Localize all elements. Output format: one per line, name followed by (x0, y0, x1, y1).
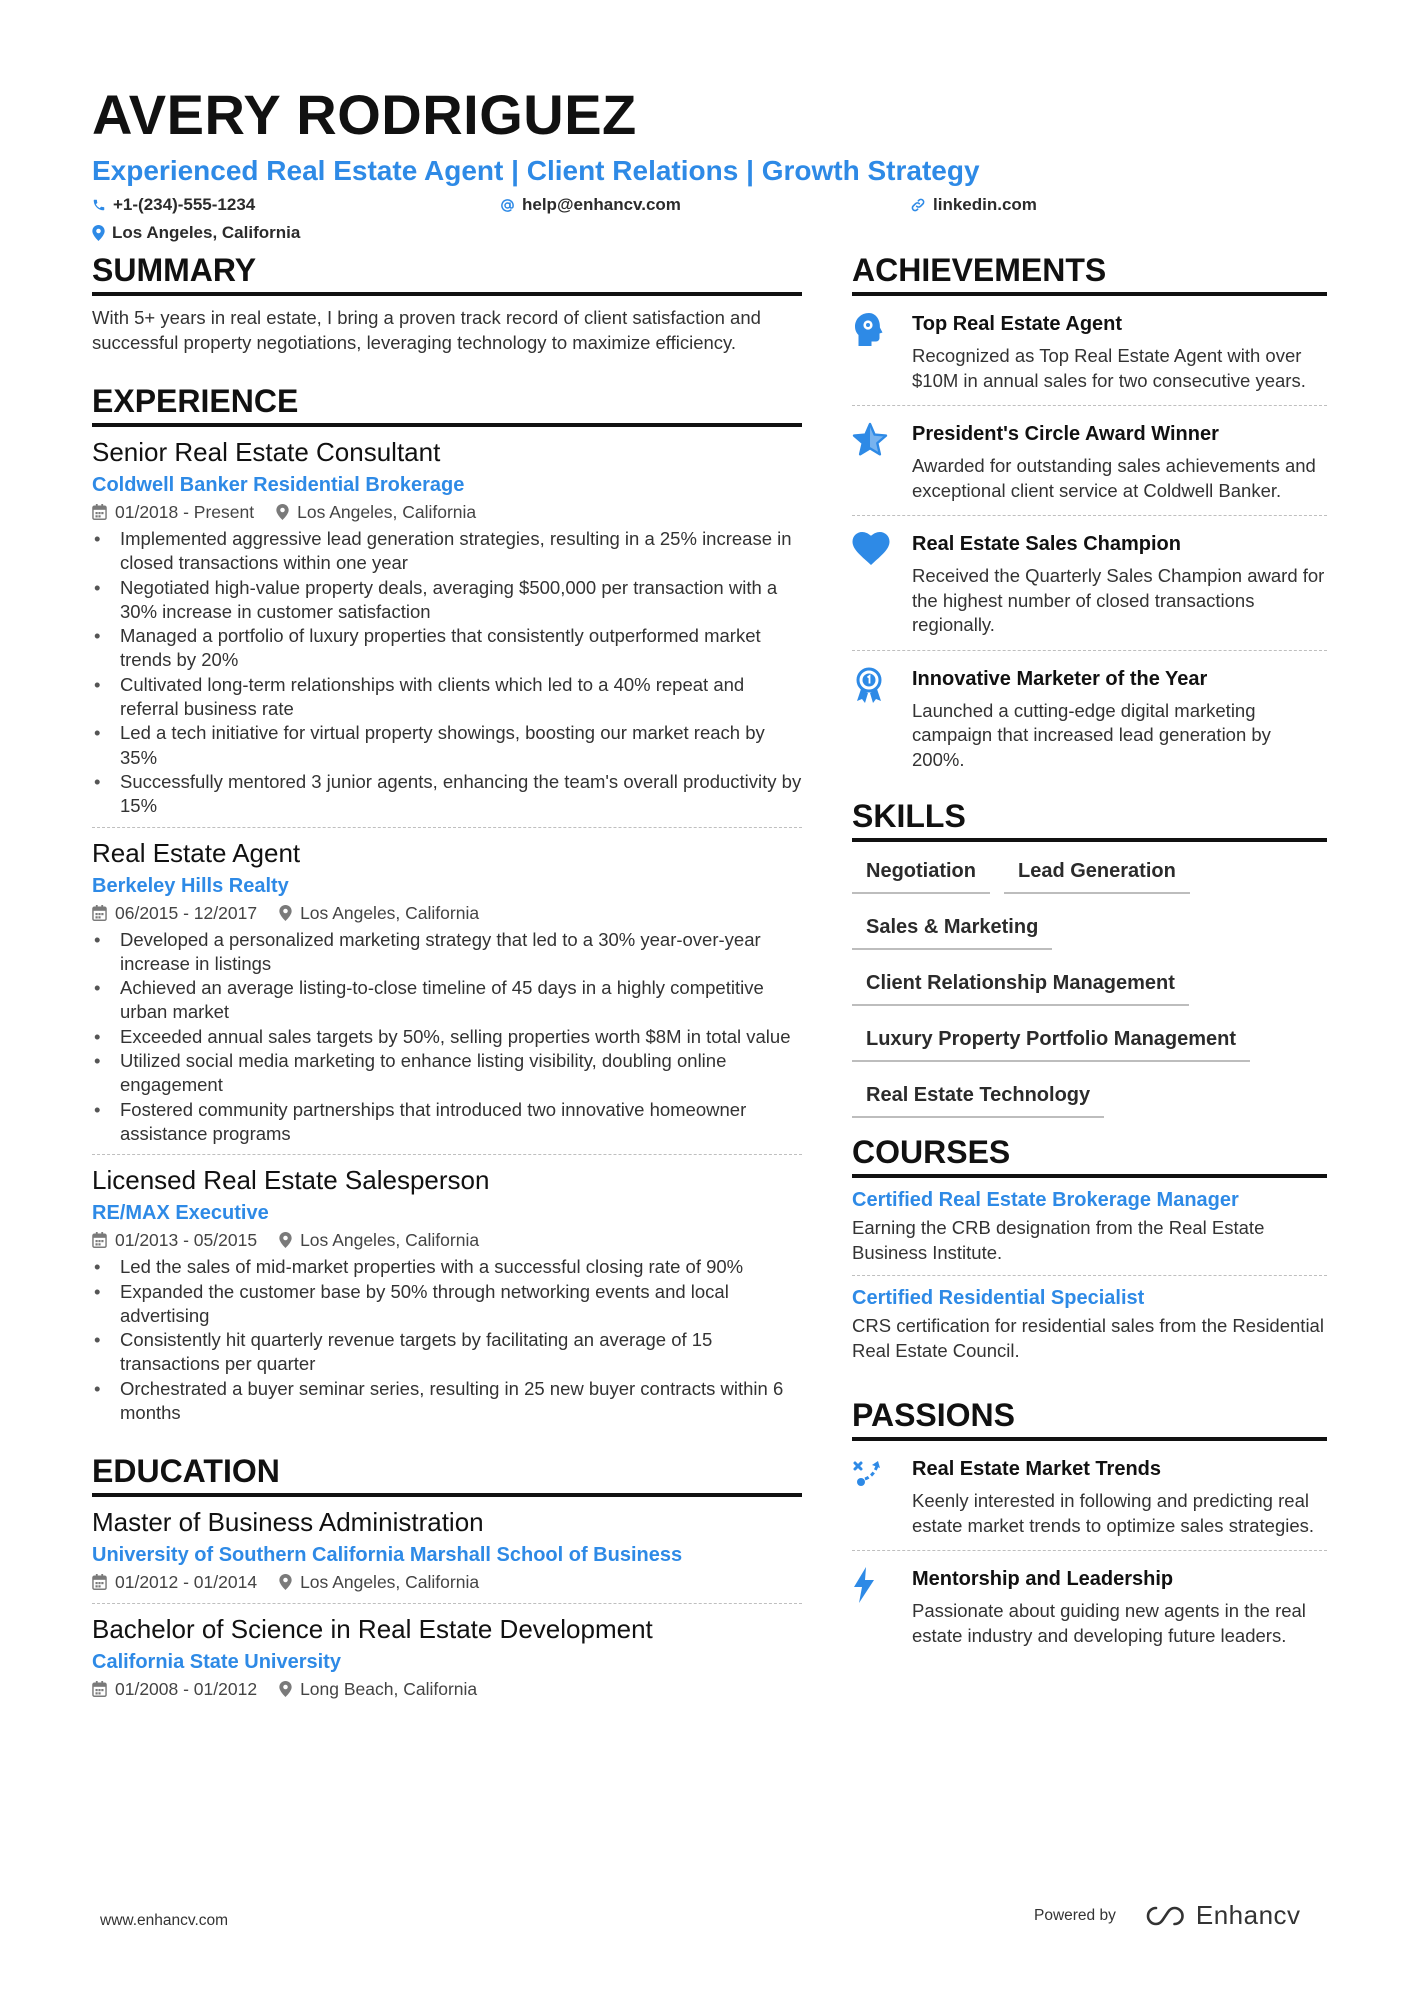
passion-item (852, 1550, 1327, 1660)
summary-title: SUMMARY (92, 250, 802, 296)
skill-tag: Lead Generation (1004, 852, 1190, 894)
passion-desc: Passionate about guiding new agents in the real estate industry and developing future leaders. (912, 1600, 1306, 1646)
course-title: Certified Residential Specialist (852, 1287, 1145, 1309)
bullet-item: • Consistently hit quarterly revenue targets by facilitating an average of 15 transactions per quarter (92, 1328, 802, 1377)
passion-icon-wrap (852, 1455, 912, 1538)
job-location-text: Los Angeles, California (300, 1230, 480, 1251)
job-dates (92, 900, 257, 926)
experience-section (92, 381, 802, 1433)
achievement-item (852, 650, 1327, 785)
left-column (92, 250, 802, 1710)
skill-row (852, 1076, 1327, 1118)
achievement-title: Real Estate Sales Champion (912, 533, 1181, 555)
education-title: EDUCATION (92, 1451, 802, 1497)
school: University of Southern California Marshall School of Business (92, 1544, 683, 1567)
education-section (92, 1451, 802, 1710)
bullet-item: • Cultivated long-term relationships with clients which led to a 40% repeat and referral business rate (92, 673, 802, 722)
passion-desc: Keenly interested in following and predicting real estate market trends to optimize sales strategies. (912, 1490, 1315, 1536)
phone-text: +1-(234)-555-1234 (113, 195, 256, 214)
school: California State University (92, 1651, 341, 1674)
achievement-item (852, 405, 1327, 515)
job-meta (92, 499, 802, 525)
job-company: Berkeley Hills Realty (92, 874, 289, 897)
contact-linkedin[interactable] (910, 195, 1037, 215)
achievement-title: Innovative Marketer of the Year (912, 667, 1208, 690)
skill-tag: Luxury Property Portfolio Management (852, 1020, 1250, 1062)
right-column (852, 250, 1327, 1660)
powered-by-text: Powered by (1034, 1906, 1116, 1924)
passion-body (912, 1565, 1327, 1648)
head-icon (852, 312, 886, 348)
degree: Master of Business Administration (92, 1507, 484, 1538)
calendar-icon (92, 1232, 107, 1248)
star-icon (852, 422, 888, 456)
candidate-headline: Experienced Real Estate Agent | Client Relations | Growth Strategy (92, 155, 980, 186)
job-location (279, 900, 479, 926)
passions-section (852, 1395, 1327, 1660)
passion-title: Mentorship and Leadership (912, 1568, 1174, 1590)
link-icon (910, 197, 926, 213)
achievement-title: President's Circle Award Winner (912, 423, 1219, 445)
skill-tag: Negotiation (852, 852, 990, 894)
strategy-icon (852, 1457, 888, 1489)
skill-row (852, 852, 1327, 894)
job-location-text: Los Angeles, California (297, 502, 477, 522)
course-item (852, 1178, 1327, 1275)
achievement-desc: Awarded for outstanding sales achievements and exceptional client service at Coldwell Banker. (912, 455, 1316, 501)
achievement-icon-wrap (852, 420, 912, 503)
education-location-text: Long Beach, California (300, 1679, 478, 1700)
job-company: RE/MAX Executive (92, 1202, 269, 1225)
bullet-item: • Successfully mentored 3 junior agents, enhancing the team's overall productivity by 15% (92, 770, 802, 819)
contact-location (92, 223, 300, 243)
achievement-item (852, 296, 1327, 405)
job-location (279, 1227, 479, 1253)
degree: Bachelor of Science in Real Estate Development (92, 1614, 653, 1645)
achievement-body (912, 665, 1327, 773)
achievement-body (912, 420, 1327, 503)
skills-title: SKILLS (852, 796, 1327, 842)
education-dates (92, 1569, 257, 1595)
achievements-title: ACHIEVEMENTS (852, 250, 1327, 296)
location-row (92, 220, 1332, 246)
skill-tag: Sales & Marketing (852, 908, 1052, 950)
job-bullets (92, 527, 802, 819)
bullet-item: • Implemented aggressive lead generation strategies, resulting in a 25% increase in closed transactions within one year (92, 527, 802, 576)
calendar-icon (92, 1681, 107, 1697)
job-dates (92, 1227, 257, 1253)
bullet-item: • Exceeded annual sales targets by 50%, selling properties worth $8M in total value (92, 1025, 802, 1049)
achievement-desc: Launched a cutting-edge digital marketing campaign that increased lead generation by 200%. (912, 699, 1271, 770)
job-role: Real Estate Agent (92, 837, 301, 868)
location-pin-icon (92, 225, 105, 241)
job-dates-text: 01/2018 - Present (115, 502, 255, 522)
bullet-item: • Developed a personalized marketing strategy that led to a 30% year-over-year increase in listings (92, 928, 802, 977)
medal-icon (852, 667, 886, 705)
job-company: Coldwell Banker Residential Brokerage (92, 474, 465, 496)
courses-title: COURSES (852, 1132, 1327, 1178)
achievement-title: Top Real Estate Agent (912, 313, 1123, 335)
achievement-item (852, 515, 1327, 650)
skills-section (852, 796, 1327, 1118)
education-dates-text: 01/2008 - 01/2012 (115, 1679, 258, 1700)
job-location-text: Los Angeles, California (300, 902, 480, 923)
course-title: Certified Real Estate Brokerage Manager (852, 1189, 1239, 1211)
heart-icon (852, 532, 890, 566)
skill-tag: Real Estate Technology (852, 1076, 1104, 1118)
contact-phone (92, 195, 500, 215)
skill-row (852, 964, 1327, 1006)
passions-title: PASSIONS (852, 1395, 1327, 1441)
education-entry (92, 1603, 802, 1710)
candidate-name: AVERY RODRIGUEZ (92, 83, 637, 146)
lightning-icon (852, 1567, 876, 1603)
at-icon (500, 198, 515, 213)
job-meta (92, 900, 802, 926)
enhancv-logo-icon (1142, 1904, 1188, 1928)
skill-row (852, 1020, 1327, 1062)
calendar-icon (92, 504, 107, 520)
education-location (279, 1676, 477, 1702)
course-desc: Earning the CRB designation from the Real Estate Business Institute. (852, 1217, 1265, 1263)
enhancv-brand[interactable]: Enhancv (1195, 1900, 1301, 1930)
achievement-icon-wrap (852, 665, 912, 773)
achievement-desc: Recognized as Top Real Estate Agent with over $10M in annual sales for two consecutive years. (912, 345, 1306, 391)
contact-email[interactable] (500, 195, 910, 215)
bullet-item: • Achieved an average listing-to-close timeline of 45 days in a highly competitive urban market (92, 976, 802, 1025)
experience-entry (92, 427, 802, 827)
job-bullets (92, 928, 802, 1147)
education-meta (92, 1676, 802, 1702)
bullet-item: • Managed a portfolio of luxury properties that consistently outperformed market trends by 20% (92, 624, 802, 673)
skill-tag: Client Relationship Management (852, 964, 1189, 1006)
course-item (852, 1275, 1327, 1373)
passion-body (912, 1455, 1327, 1538)
bullet-item: • Led a tech initiative for virtual property showings, boosting our market reach by 35% (92, 721, 802, 770)
job-role: Licensed Real Estate Salesperson (92, 1165, 490, 1196)
job-bullets (92, 1255, 802, 1425)
achievement-body (912, 310, 1327, 393)
course-desc: CRS certification for residential sales from the Residential Real Estate Council. (852, 1315, 1324, 1361)
skills-list (852, 842, 1327, 1118)
achievement-icon-wrap (852, 530, 912, 638)
bullet-item: • Orchestrated a buyer seminar series, resulting in 25 new buyer contracts within 6 months (92, 1377, 802, 1426)
location-pin-icon (276, 504, 289, 520)
achievement-desc: Received the Quarterly Sales Champion award for the highest number of closed transactions regionally. (912, 565, 1325, 635)
job-dates-text: 06/2015 - 12/2017 (115, 902, 258, 923)
education-dates-text: 01/2012 - 01/2014 (115, 1572, 258, 1593)
summary-section (92, 250, 802, 355)
calendar-icon (92, 905, 107, 921)
calendar-icon (92, 1574, 107, 1590)
linkedin-text[interactable]: linkedin.com (933, 195, 1037, 214)
footer-website[interactable]: www.enhancv.com (100, 1912, 229, 1929)
bullet-item: • Negotiated high-value property deals, averaging $500,000 per transaction with a 30% increase in customer satisfaction (92, 576, 802, 625)
education-meta (92, 1569, 802, 1595)
passion-item (852, 1441, 1327, 1550)
skill-row (852, 908, 1327, 950)
phone-icon (92, 198, 106, 212)
experience-title: EXPERIENCE (92, 381, 802, 427)
bullet-item: • Expanded the customer base by 50% through networking events and local advertising (92, 1280, 802, 1329)
passion-icon-wrap (852, 1565, 912, 1648)
bullet-item: • Fostered community partnerships that introduced two innovative homeowner assistance programs (92, 1098, 802, 1147)
education-entry (92, 1497, 802, 1603)
passion-title: Real Estate Market Trends (912, 1458, 1161, 1480)
job-role: Senior Real Estate Consultant (92, 437, 441, 467)
location-pin-icon (279, 1574, 292, 1590)
contact-row (92, 192, 1332, 218)
footer-branding (1034, 1900, 1301, 1931)
location-pin-icon (279, 1681, 292, 1697)
achievements-section (852, 250, 1327, 784)
location-pin-icon (279, 905, 292, 921)
resume-header (92, 80, 1332, 246)
education-location (279, 1569, 479, 1595)
education-location-text: Los Angeles, California (300, 1572, 480, 1593)
experience-entry (92, 1154, 802, 1433)
achievement-body (912, 530, 1327, 638)
achievement-icon-wrap (852, 310, 912, 393)
location-text: Los Angeles, California (112, 223, 301, 242)
location-pin-icon (279, 1232, 292, 1248)
job-location (276, 499, 476, 525)
bullet-item: • Utilized social media marketing to enhance listing visibility, doubling online engagement (92, 1049, 802, 1098)
email-text[interactable]: help@enhancv.com (522, 195, 681, 214)
job-meta (92, 1227, 802, 1253)
summary-text: With 5+ years in real estate, I bring a proven track record of client satisfaction and successful property negotiations, leveraging technology to maximize efficiency. (92, 307, 761, 353)
job-dates-text: 01/2013 - 05/2015 (115, 1230, 258, 1251)
job-dates (92, 499, 254, 525)
bullet-item: • Led the sales of mid-market properties with a successful closing rate of 90% (92, 1255, 802, 1279)
courses-section (852, 1132, 1327, 1373)
education-dates (92, 1676, 257, 1702)
experience-entry (92, 827, 802, 1155)
